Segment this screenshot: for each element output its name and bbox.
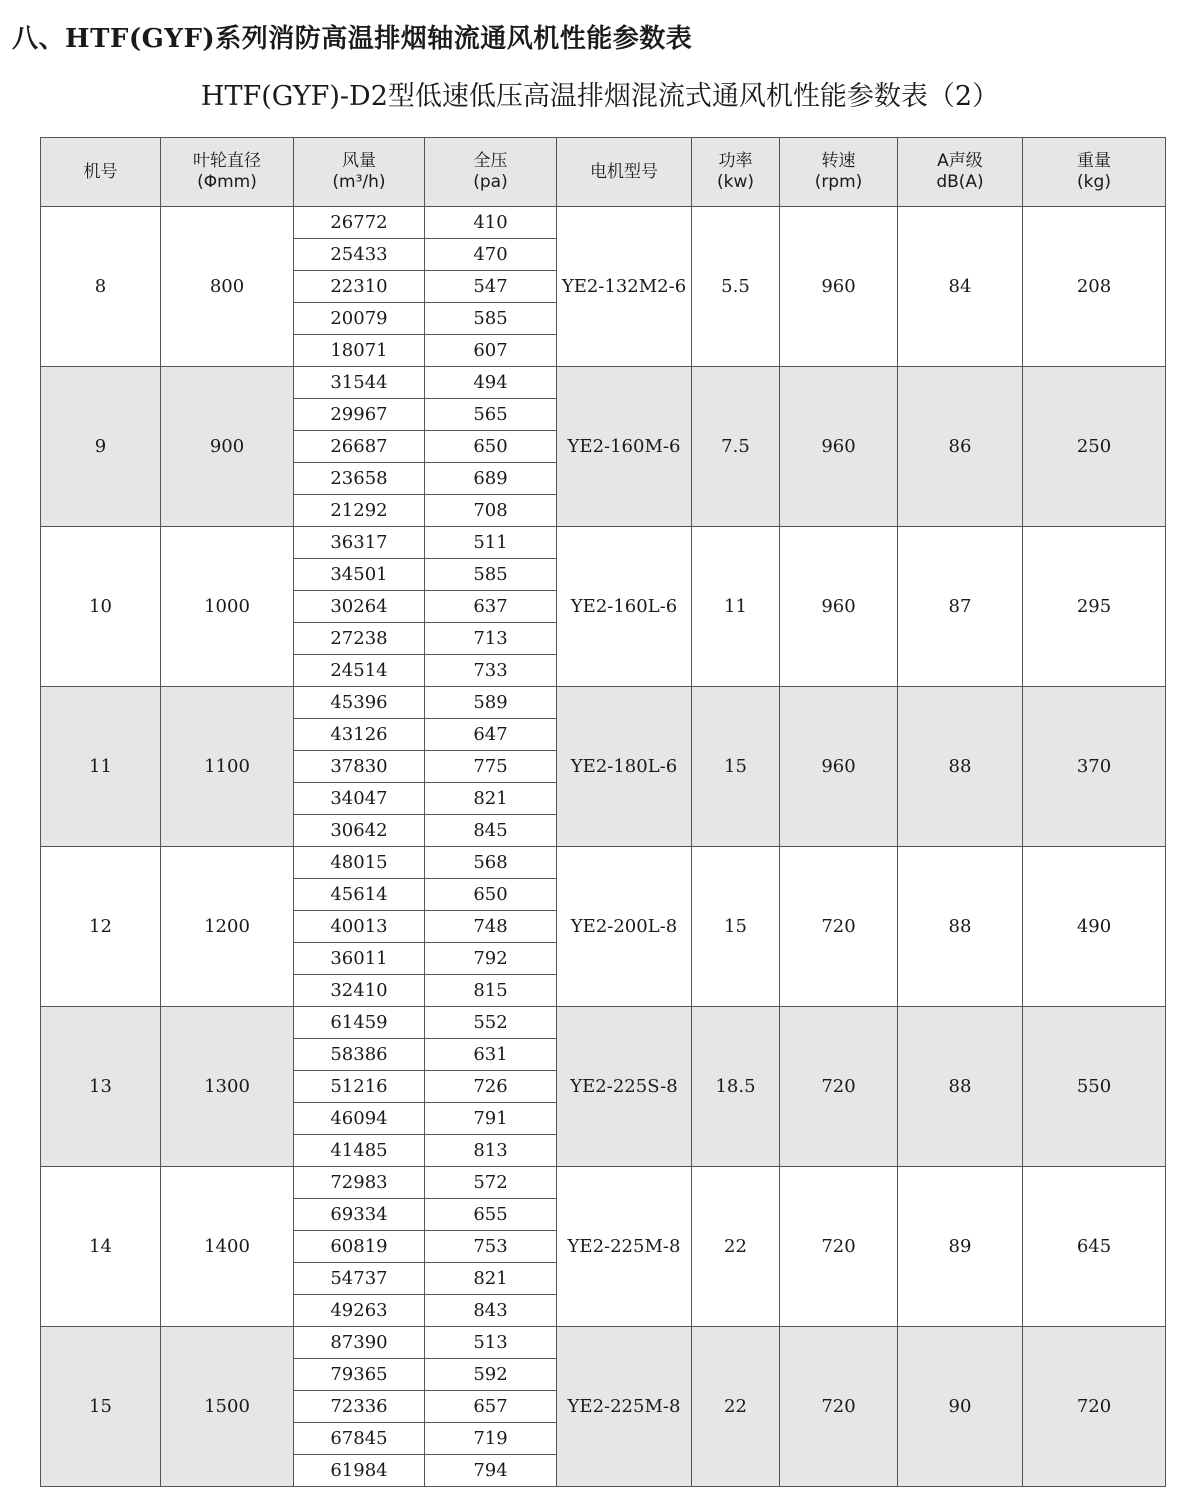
pressure-cell: 470	[425, 239, 557, 271]
pressure-cell: 565	[425, 399, 557, 431]
speed-cell: 960	[780, 527, 898, 687]
flow-cell: 54737	[294, 1263, 425, 1295]
flow-cell: 45614	[294, 879, 425, 911]
speed-cell: 720	[780, 847, 898, 1007]
flow-cell: 26772	[294, 207, 425, 239]
power-cell: 5.5	[692, 207, 780, 367]
performance-table	[40, 137, 1166, 1487]
flow-cell: 22310	[294, 271, 425, 303]
speed-cell: 960	[780, 367, 898, 527]
speed-cell: 960	[780, 687, 898, 847]
header-flow: 风量 (m³/h)	[294, 138, 425, 207]
pressure-cell: 713	[425, 623, 557, 655]
header-model: 机号	[41, 138, 161, 207]
motor-cell: YE2-180L-6	[557, 687, 692, 847]
pressure-cell: 637	[425, 591, 557, 623]
power-cell: 22	[692, 1327, 780, 1487]
pressure-cell: 753	[425, 1231, 557, 1263]
noise-cell: 86	[898, 367, 1023, 527]
pressure-cell: 821	[425, 1263, 557, 1295]
table-body	[41, 207, 1166, 1487]
header-weight: 重量 (kg)	[1023, 138, 1166, 207]
flow-cell: 51216	[294, 1071, 425, 1103]
pressure-cell: 589	[425, 687, 557, 719]
noise-cell: 88	[898, 1007, 1023, 1167]
speed-cell: 720	[780, 1327, 898, 1487]
flow-cell: 69334	[294, 1199, 425, 1231]
power-cell: 7.5	[692, 367, 780, 527]
speed-cell: 720	[780, 1167, 898, 1327]
flow-cell: 72983	[294, 1167, 425, 1199]
flow-cell: 45396	[294, 687, 425, 719]
diameter-cell: 1400	[161, 1167, 294, 1327]
noise-cell: 88	[898, 687, 1023, 847]
flow-cell: 37830	[294, 751, 425, 783]
pressure-cell: 689	[425, 463, 557, 495]
weight-cell: 720	[1023, 1327, 1166, 1487]
motor-cell: YE2-160L-6	[557, 527, 692, 687]
weight-cell: 490	[1023, 847, 1166, 1007]
power-cell: 18.5	[692, 1007, 780, 1167]
flow-cell: 72336	[294, 1391, 425, 1423]
pressure-cell: 572	[425, 1167, 557, 1199]
weight-cell: 208	[1023, 207, 1166, 367]
pressure-cell: 845	[425, 815, 557, 847]
noise-cell: 88	[898, 847, 1023, 1007]
flow-cell: 60819	[294, 1231, 425, 1263]
flow-cell: 40013	[294, 911, 425, 943]
motor-cell: YE2-132M2-6	[557, 207, 692, 367]
table-row	[41, 847, 1166, 879]
header-speed: 转速 (rpm)	[780, 138, 898, 207]
pressure-cell: 813	[425, 1135, 557, 1167]
flow-cell: 24514	[294, 655, 425, 687]
flow-cell: 23658	[294, 463, 425, 495]
flow-cell: 18071	[294, 335, 425, 367]
weight-cell: 645	[1023, 1167, 1166, 1327]
header-diameter: 叶轮直径 (Φmm)	[161, 138, 294, 207]
weight-cell: 295	[1023, 527, 1166, 687]
pressure-cell: 815	[425, 975, 557, 1007]
diameter-cell: 1300	[161, 1007, 294, 1167]
flow-cell: 30264	[294, 591, 425, 623]
table-row	[41, 1167, 1166, 1199]
pressure-cell: 494	[425, 367, 557, 399]
power-cell: 11	[692, 527, 780, 687]
flow-cell: 41485	[294, 1135, 425, 1167]
table-row	[41, 1007, 1166, 1039]
model-cell: 12	[41, 847, 161, 1007]
table-row	[41, 1327, 1166, 1359]
motor-cell: YE2-160M-6	[557, 367, 692, 527]
power-cell: 15	[692, 687, 780, 847]
weight-cell: 550	[1023, 1007, 1166, 1167]
flow-cell: 34501	[294, 559, 425, 591]
flow-cell: 30642	[294, 815, 425, 847]
flow-cell: 26687	[294, 431, 425, 463]
pressure-cell: 513	[425, 1327, 557, 1359]
model-cell: 14	[41, 1167, 161, 1327]
flow-cell: 20079	[294, 303, 425, 335]
flow-cell: 61459	[294, 1007, 425, 1039]
motor-cell: YE2-225M-8	[557, 1327, 692, 1487]
header-pressure: 全压 (pa)	[425, 138, 557, 207]
header-power: 功率 (kw)	[692, 138, 780, 207]
flow-cell: 61984	[294, 1455, 425, 1487]
pressure-cell: 568	[425, 847, 557, 879]
power-cell: 15	[692, 847, 780, 1007]
header-motor: 电机型号	[557, 138, 692, 207]
section-title: 八、HTF(GYF)系列消防高温排烟轴流通风机性能参数表	[12, 24, 693, 54]
pressure-cell: 733	[425, 655, 557, 687]
noise-cell: 89	[898, 1167, 1023, 1327]
flow-cell: 21292	[294, 495, 425, 527]
flow-cell: 48015	[294, 847, 425, 879]
pressure-cell: 647	[425, 719, 557, 751]
flow-cell: 36317	[294, 527, 425, 559]
diameter-cell: 1500	[161, 1327, 294, 1487]
pressure-cell: 592	[425, 1359, 557, 1391]
flow-cell: 25433	[294, 239, 425, 271]
pressure-cell: 708	[425, 495, 557, 527]
flow-cell: 49263	[294, 1295, 425, 1327]
pressure-cell: 843	[425, 1295, 557, 1327]
table-row	[41, 687, 1166, 719]
pressure-cell: 631	[425, 1039, 557, 1071]
pressure-cell: 821	[425, 783, 557, 815]
noise-cell: 84	[898, 207, 1023, 367]
flow-cell: 79365	[294, 1359, 425, 1391]
motor-cell: YE2-225M-8	[557, 1167, 692, 1327]
pressure-cell: 511	[425, 527, 557, 559]
table-title: HTF(GYF)-D2型低速低压高温排烟混流式通风机性能参数表（2）	[200, 81, 1000, 112]
pressure-cell: 748	[425, 911, 557, 943]
pressure-cell: 607	[425, 335, 557, 367]
pressure-cell: 794	[425, 1455, 557, 1487]
motor-cell: YE2-200L-8	[557, 847, 692, 1007]
model-cell: 9	[41, 367, 161, 527]
flow-cell: 31544	[294, 367, 425, 399]
pressure-cell: 410	[425, 207, 557, 239]
pressure-cell: 791	[425, 1103, 557, 1135]
table-row	[41, 367, 1166, 399]
diameter-cell: 1200	[161, 847, 294, 1007]
flow-cell: 32410	[294, 975, 425, 1007]
model-cell: 11	[41, 687, 161, 847]
pressure-cell: 650	[425, 431, 557, 463]
motor-cell: YE2-225S-8	[557, 1007, 692, 1167]
power-cell: 22	[692, 1167, 780, 1327]
model-cell: 8	[41, 207, 161, 367]
pressure-cell: 552	[425, 1007, 557, 1039]
header-row	[41, 138, 1166, 207]
pressure-cell: 657	[425, 1391, 557, 1423]
pressure-cell: 585	[425, 559, 557, 591]
noise-cell: 90	[898, 1327, 1023, 1487]
flow-cell: 36011	[294, 943, 425, 975]
diameter-cell: 800	[161, 207, 294, 367]
diameter-cell: 900	[161, 367, 294, 527]
diameter-cell: 1000	[161, 527, 294, 687]
flow-cell: 67845	[294, 1423, 425, 1455]
flow-cell: 58386	[294, 1039, 425, 1071]
flow-cell: 29967	[294, 399, 425, 431]
model-cell: 10	[41, 527, 161, 687]
flow-cell: 46094	[294, 1103, 425, 1135]
table-row	[41, 207, 1166, 239]
model-cell: 13	[41, 1007, 161, 1167]
table-row	[41, 527, 1166, 559]
pressure-cell: 726	[425, 1071, 557, 1103]
pressure-cell: 650	[425, 879, 557, 911]
model-cell: 15	[41, 1327, 161, 1487]
pressure-cell: 775	[425, 751, 557, 783]
header-noise: A声级 dB(A)	[898, 138, 1023, 207]
flow-cell: 87390	[294, 1327, 425, 1359]
weight-cell: 250	[1023, 367, 1166, 527]
pressure-cell: 655	[425, 1199, 557, 1231]
noise-cell: 87	[898, 527, 1023, 687]
flow-cell: 27238	[294, 623, 425, 655]
speed-cell: 720	[780, 1007, 898, 1167]
flow-cell: 43126	[294, 719, 425, 751]
weight-cell: 370	[1023, 687, 1166, 847]
pressure-cell: 792	[425, 943, 557, 975]
diameter-cell: 1100	[161, 687, 294, 847]
pressure-cell: 547	[425, 271, 557, 303]
pressure-cell: 719	[425, 1423, 557, 1455]
flow-cell: 34047	[294, 783, 425, 815]
pressure-cell: 585	[425, 303, 557, 335]
speed-cell: 960	[780, 207, 898, 367]
